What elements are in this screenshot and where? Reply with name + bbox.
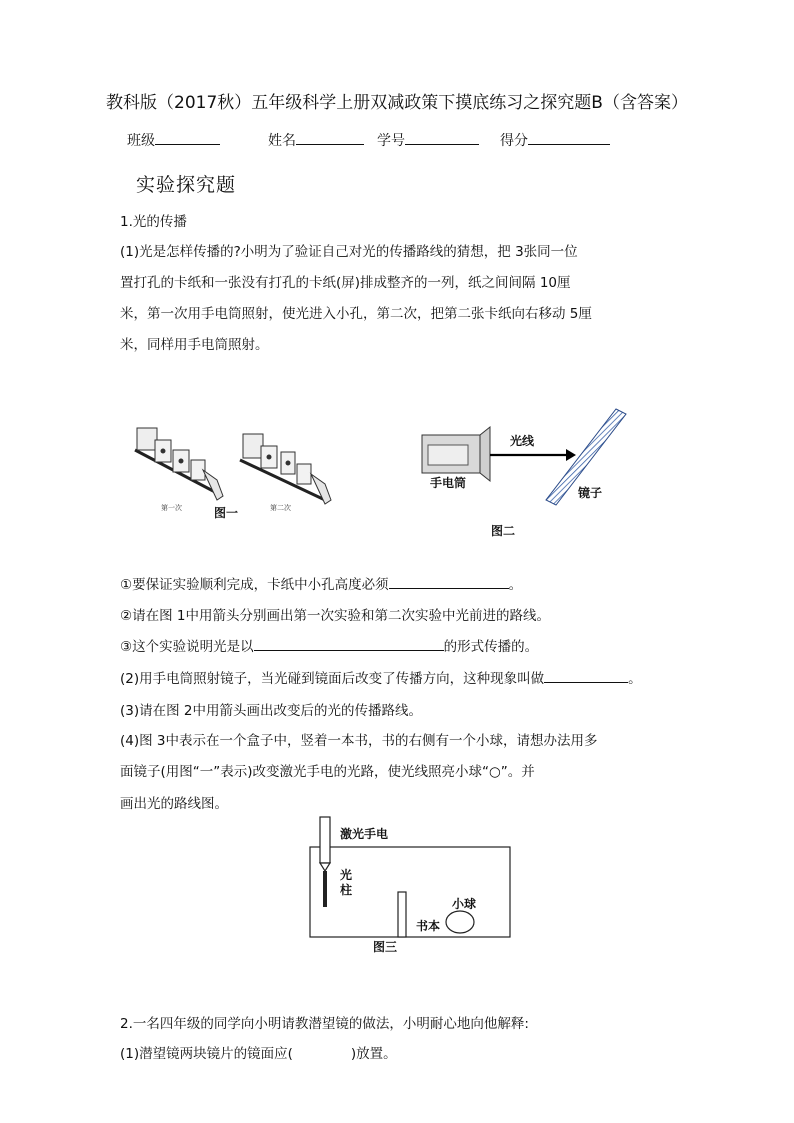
flashlight-label: 手电筒 — [430, 476, 467, 490]
q1-part2-text: (2)用手电筒照射镜子，当光碰到镜面后改变了传播方向，这种现象叫做 — [120, 671, 545, 687]
q1-p1-line1: (1)光是怎样传播的?小明为了验证自己对光的传播路线的猜想，把 3张同一位 — [120, 244, 578, 260]
name-field[interactable] — [268, 130, 364, 150]
class-blank[interactable] — [155, 130, 220, 145]
class-label: 班级 — [127, 133, 155, 149]
score-blank[interactable] — [528, 130, 610, 145]
q1-part3: (3)请在图 2中用箭头画出改变后的光的传播路线。 — [120, 703, 423, 719]
class-field[interactable] — [127, 130, 220, 150]
document-title: 教科版（2017秋）五年级科学上册双减政策下摸底练习之探究题B（含答案） — [106, 93, 688, 113]
fig1-sub-right: 第二次 — [270, 504, 291, 512]
q2-part1-end: )放置。 — [350, 1046, 397, 1062]
q1-p1-line3: 米，第一次用手电筒照射，使光进入小孔，第二次，把第二张卡纸向右移动 5厘 — [120, 306, 592, 322]
score-label: 得分 — [500, 133, 528, 149]
fig1-right-setup — [240, 434, 331, 504]
q1-sub1 — [120, 573, 522, 593]
q2-heading: 2.一名四年级的同学向小明请教潜望镜的做法，小明耐心地向他解释: — [120, 1016, 529, 1032]
q1-sub2: ②请在图 1中用箭头分别画出第一次实验和第二次实验中光前进的路线。 — [120, 608, 550, 624]
book-label: 书本 — [416, 919, 441, 933]
light-label: 光线 — [510, 434, 535, 448]
q1-part2-end: 。 — [628, 671, 642, 687]
q1-part2-blank[interactable] — [544, 669, 628, 683]
q1-sub3-blank[interactable] — [254, 637, 444, 651]
number-field[interactable] — [377, 130, 479, 150]
figure-3 — [300, 815, 520, 940]
q1-sub1-blank[interactable] — [389, 575, 509, 589]
number-label: 学号 — [377, 133, 405, 149]
ball-shape — [446, 911, 474, 933]
laser-flashlight — [320, 817, 330, 863]
score-field[interactable] — [500, 130, 610, 150]
q1-sub1-text: ①要保证实验顺利完成，卡纸中小孔高度必须 — [120, 577, 389, 593]
q1-sub1-end: 。 — [508, 577, 523, 593]
fig1-left-setup — [135, 428, 223, 500]
q1-part4-line1: (4)图 3中表示在一个盒子中，竖着一本书，书的右侧有一个小球，请想办法用多 — [120, 733, 598, 749]
q1-part4-line2: 面镜子(用图“一”表示)改变激光手电的光路，使光线照亮小球“○”。并 — [120, 764, 535, 780]
q1-p1-line2: 置打孔的卡纸和一张没有打孔的卡纸(屏)排成整齐的一列，纸之间间隔 10厘 — [120, 275, 571, 291]
name-blank[interactable] — [296, 130, 364, 145]
laser-tip — [320, 863, 330, 871]
fig1-sub-left: 第一次 — [161, 504, 182, 512]
flashlight-drawing — [422, 427, 490, 481]
q2-part1-text: (1)潜望镜两块镜片的镜面应( — [120, 1046, 293, 1062]
fig3-caption: 图三 — [373, 940, 398, 954]
q1-heading: 1.光的传播 — [120, 214, 187, 230]
ball-label: 小球 — [452, 897, 477, 911]
q1-part2 — [120, 667, 642, 687]
q2-part1 — [120, 1042, 397, 1062]
laser-label: 激光手电 — [340, 827, 389, 841]
q1-sub3 — [120, 635, 538, 655]
book-shape — [398, 892, 406, 937]
number-blank[interactable] — [405, 130, 479, 145]
q1-sub3-text: ③这个实验说明光是以 — [120, 639, 254, 655]
section-title: 实验探究题 — [136, 174, 237, 196]
light-arrowhead — [566, 449, 576, 461]
mirror-label: 镜子 — [578, 486, 603, 500]
beam-label-2: 柱 — [340, 883, 353, 897]
fig1-caption: 图一 — [214, 506, 239, 520]
q1-sub3-end: 的形式传播的。 — [443, 639, 539, 655]
name-label: 姓名 — [268, 133, 296, 149]
q1-p1-line4: 米，同样用手电筒照射。 — [120, 337, 269, 353]
q1-part4-line3: 画出光的路线图。 — [120, 796, 228, 812]
beam-label-1: 光 — [340, 868, 353, 882]
fig2-caption: 图二 — [491, 524, 516, 538]
